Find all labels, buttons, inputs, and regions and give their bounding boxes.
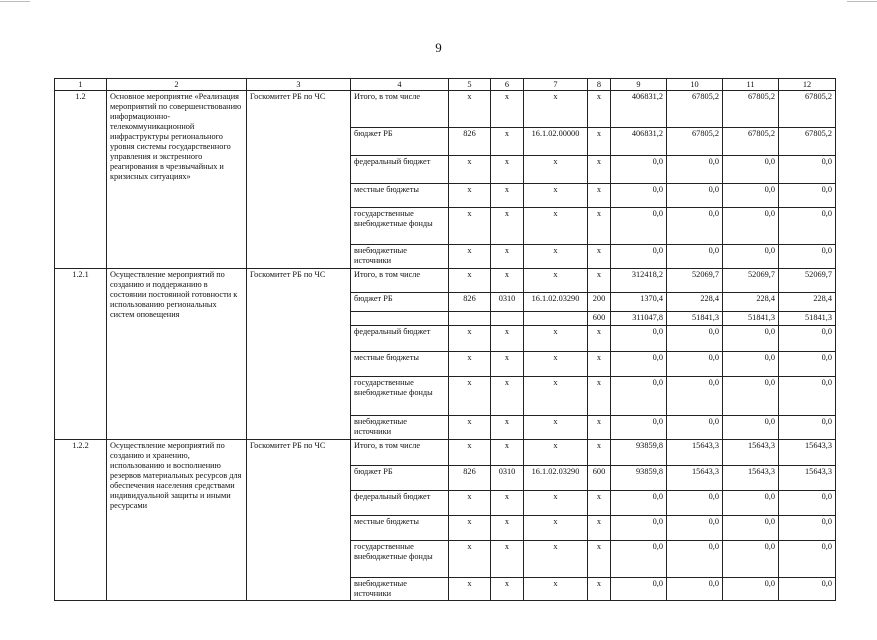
value-c5: х — [449, 516, 491, 541]
value-c7: 16.1.02.00000 — [524, 128, 588, 156]
column-number-cell: 1 — [55, 79, 107, 91]
value-c11: 67805,2 — [723, 91, 779, 128]
value-c12: 228,4 — [779, 293, 836, 312]
value-c12: 67805,2 — [779, 128, 836, 156]
value-c10: 52069,7 — [667, 269, 723, 293]
value-c6: х — [491, 541, 524, 578]
value-c12: 15643,3 — [779, 466, 836, 491]
value-c8: х — [588, 156, 611, 184]
value-c8: х — [588, 491, 611, 516]
value-c9: 312418,2 — [611, 269, 667, 293]
value-c7: х — [524, 269, 588, 293]
value-c7: 16.1.02.03290 — [524, 293, 588, 312]
responsible-executor: Госкомитет РБ по ЧС — [247, 440, 351, 601]
column-number-cell: 4 — [351, 79, 449, 91]
value-c10: 0,0 — [667, 326, 723, 352]
value-c8: х — [588, 208, 611, 245]
column-number-row — [55, 79, 836, 91]
value-c7: 16.1.02.03290 — [524, 466, 588, 491]
value-c5: х — [449, 326, 491, 352]
value-c11: 67805,2 — [723, 128, 779, 156]
value-c5: х — [449, 541, 491, 578]
value-c5: 826 — [449, 466, 491, 491]
value-c12: 0,0 — [779, 377, 836, 416]
value-c9: 1370,4 — [611, 293, 667, 312]
activity-number: 1.2.1 — [55, 269, 107, 440]
value-c8: х — [588, 269, 611, 293]
value-c6: х — [491, 440, 524, 466]
value-c9: 0,0 — [611, 578, 667, 601]
column-number-cell: 12 — [779, 79, 836, 91]
value-c12: 67805,2 — [779, 91, 836, 128]
value-c10: 0,0 — [667, 578, 723, 601]
value-c9: 0,0 — [611, 245, 667, 269]
value-c5: х — [449, 416, 491, 440]
value-c6: х — [491, 491, 524, 516]
value-c7: х — [524, 156, 588, 184]
value-c11: 0,0 — [723, 578, 779, 601]
value-c11: 15643,3 — [723, 440, 779, 466]
program-activities-table — [54, 78, 836, 601]
value-c6: х — [491, 326, 524, 352]
value-c7: х — [524, 184, 588, 208]
value-c8: х — [588, 541, 611, 578]
value-c5: х — [449, 352, 491, 377]
value-c10: 0,0 — [667, 184, 723, 208]
value-c8: х — [588, 440, 611, 466]
table-row — [55, 440, 836, 466]
value-c6: х — [491, 269, 524, 293]
value-c6: х — [491, 516, 524, 541]
column-number-cell: 9 — [611, 79, 667, 91]
value-c7: х — [524, 578, 588, 601]
page-number: 9 — [435, 40, 442, 55]
funding-source: государственные внебюджетные фонды — [351, 208, 449, 245]
funding-source: бюджет РБ — [351, 293, 449, 312]
table-row — [55, 269, 836, 293]
value-c12: 0,0 — [779, 541, 836, 578]
funding-source: внебюджетные источники — [351, 416, 449, 440]
value-c6: х — [491, 578, 524, 601]
column-number-cell: 10 — [667, 79, 723, 91]
value-c8: х — [588, 326, 611, 352]
value-c5: х — [449, 208, 491, 245]
value-c11: 0,0 — [723, 516, 779, 541]
value-c6: х — [491, 184, 524, 208]
value-c9: 93859,8 — [611, 466, 667, 491]
value-c5: х — [449, 377, 491, 416]
value-c9: 0,0 — [611, 208, 667, 245]
funding-source: внебюджетные источники — [351, 245, 449, 269]
value-c8: х — [588, 91, 611, 128]
value-c6: 0310 — [491, 293, 524, 312]
value-c12: 0,0 — [779, 184, 836, 208]
value-c5: 826 — [449, 293, 491, 312]
funding-source: Итого, в том числе — [351, 440, 449, 466]
funding-source: федеральный бюджет — [351, 491, 449, 516]
value-c9: 0,0 — [611, 416, 667, 440]
value-c10: 51841,3 — [667, 312, 723, 326]
funding-source: местные бюджеты — [351, 516, 449, 541]
value-c7 — [524, 312, 588, 326]
value-c10: 0,0 — [667, 541, 723, 578]
column-number-cell: 11 — [723, 79, 779, 91]
value-c11: 0,0 — [723, 377, 779, 416]
value-c10: 0,0 — [667, 208, 723, 245]
value-c10: 0,0 — [667, 352, 723, 377]
value-c11: 0,0 — [723, 184, 779, 208]
value-c12: 15643,3 — [779, 440, 836, 466]
value-c12: 52069,7 — [779, 269, 836, 293]
value-c9: 0,0 — [611, 156, 667, 184]
funding-source: внебюджетные источники — [351, 578, 449, 601]
activity-title: Осуществление мероприятий по созданию и хранению, использованию и восполнению резервов материальных ресурсов для обеспечения населения средствами индивидуальной защиты и иными ресурсами — [107, 440, 247, 601]
value-c7: х — [524, 352, 588, 377]
value-c5: х — [449, 578, 491, 601]
value-c6: х — [491, 156, 524, 184]
value-c12: 51841,3 — [779, 312, 836, 326]
value-c6 — [491, 312, 524, 326]
value-c11: 51841,3 — [723, 312, 779, 326]
value-c5: х — [449, 184, 491, 208]
value-c10: 15643,3 — [667, 466, 723, 491]
value-c10: 228,4 — [667, 293, 723, 312]
activity-title: Осуществление мероприятий по созданию и поддержанию в состоянии постоянной готовности к использованию региональных систем оповещения — [107, 269, 247, 440]
value-c9: 0,0 — [611, 352, 667, 377]
funding-source: местные бюджеты — [351, 352, 449, 377]
value-c5 — [449, 312, 491, 326]
value-c12: 0,0 — [779, 208, 836, 245]
value-c8: х — [588, 377, 611, 416]
value-c8: х — [588, 128, 611, 156]
value-c11: 0,0 — [723, 352, 779, 377]
funding-source: местные бюджеты — [351, 184, 449, 208]
column-number-cell: 6 — [491, 79, 524, 91]
value-c11: 0,0 — [723, 156, 779, 184]
value-c6: 0310 — [491, 466, 524, 491]
column-number-cell: 2 — [107, 79, 247, 91]
value-c8: 200 — [588, 293, 611, 312]
value-c11: 0,0 — [723, 541, 779, 578]
value-c9: 311047,8 — [611, 312, 667, 326]
value-c7: х — [524, 541, 588, 578]
value-c12: 0,0 — [779, 326, 836, 352]
activity-number: 1.2 — [55, 91, 107, 269]
value-c11: 15643,3 — [723, 466, 779, 491]
column-number-cell: 3 — [247, 79, 351, 91]
value-c7: х — [524, 377, 588, 416]
value-c11: 0,0 — [723, 326, 779, 352]
value-c12: 0,0 — [779, 245, 836, 269]
value-c8: х — [588, 416, 611, 440]
funding-source: федеральный бюджет — [351, 326, 449, 352]
value-c6: х — [491, 377, 524, 416]
value-c10: 0,0 — [667, 377, 723, 416]
value-c7: х — [524, 326, 588, 352]
value-c9: 406831,2 — [611, 91, 667, 128]
value-c10: 0,0 — [667, 491, 723, 516]
value-c10: 0,0 — [667, 516, 723, 541]
activity-number: 1.2.2 — [55, 440, 107, 601]
value-c6: х — [491, 128, 524, 156]
scan-edge-mark-left — [0, 1, 30, 2]
activity-title: Основное мероприятие «Реализация мероприятий по совершенствованию информационно-телекоммуникационной инфраструктуры регионального уровня системы государственного управления и экстренного реагирования в чрезвычайных и кризисных ситуациях» — [107, 91, 247, 269]
funding-source: бюджет РБ — [351, 466, 449, 491]
value-c11: 0,0 — [723, 208, 779, 245]
value-c9: 0,0 — [611, 516, 667, 541]
value-c5: х — [449, 269, 491, 293]
value-c8: 600 — [588, 312, 611, 326]
value-c7: х — [524, 91, 588, 128]
value-c9: 93859,8 — [611, 440, 667, 466]
value-c8: х — [588, 352, 611, 377]
value-c6: х — [491, 245, 524, 269]
funding-source: государственные внебюджетные фонды — [351, 541, 449, 578]
value-c7: х — [524, 208, 588, 245]
funding-source — [351, 312, 449, 326]
column-number-cell: 5 — [449, 79, 491, 91]
value-c9: 0,0 — [611, 377, 667, 416]
value-c9: 0,0 — [611, 326, 667, 352]
value-c8: 600 — [588, 466, 611, 491]
value-c6: х — [491, 91, 524, 128]
value-c10: 67805,2 — [667, 128, 723, 156]
value-c7: х — [524, 440, 588, 466]
value-c5: х — [449, 156, 491, 184]
value-c7: х — [524, 491, 588, 516]
scan-edge-mark-right — [847, 1, 877, 2]
funding-source: Итого, в том числе — [351, 91, 449, 128]
value-c6: х — [491, 416, 524, 440]
value-c11: 52069,7 — [723, 269, 779, 293]
value-c10: 15643,3 — [667, 440, 723, 466]
value-c12: 0,0 — [779, 416, 836, 440]
value-c11: 0,0 — [723, 491, 779, 516]
column-number-cell: 7 — [524, 79, 588, 91]
value-c11: 228,4 — [723, 293, 779, 312]
responsible-executor: Госкомитет РБ по ЧС — [247, 269, 351, 440]
value-c8: х — [588, 184, 611, 208]
value-c9: 406831,2 — [611, 128, 667, 156]
column-number-cell: 8 — [588, 79, 611, 91]
value-c8: х — [588, 578, 611, 601]
value-c12: 0,0 — [779, 352, 836, 377]
value-c5: х — [449, 491, 491, 516]
value-c10: 0,0 — [667, 156, 723, 184]
table-row — [55, 91, 836, 128]
funding-source: Итого, в том числе — [351, 269, 449, 293]
value-c6: х — [491, 208, 524, 245]
value-c5: х — [449, 91, 491, 128]
value-c6: х — [491, 352, 524, 377]
value-c7: х — [524, 516, 588, 541]
value-c10: 67805,2 — [667, 91, 723, 128]
value-c8: х — [588, 516, 611, 541]
value-c12: 0,0 — [779, 156, 836, 184]
value-c7: х — [524, 245, 588, 269]
value-c5: х — [449, 440, 491, 466]
value-c12: 0,0 — [779, 578, 836, 601]
value-c10: 0,0 — [667, 416, 723, 440]
value-c5: х — [449, 245, 491, 269]
responsible-executor: Госкомитет РБ по ЧС — [247, 91, 351, 269]
value-c12: 0,0 — [779, 491, 836, 516]
funding-source: государственные внебюджетные фонды — [351, 377, 449, 416]
funding-source: федеральный бюджет — [351, 156, 449, 184]
value-c11: 0,0 — [723, 245, 779, 269]
value-c5: 826 — [449, 128, 491, 156]
value-c7: х — [524, 416, 588, 440]
value-c12: 0,0 — [779, 516, 836, 541]
value-c11: 0,0 — [723, 416, 779, 440]
value-c9: 0,0 — [611, 184, 667, 208]
value-c8: х — [588, 245, 611, 269]
value-c10: 0,0 — [667, 245, 723, 269]
funding-source: бюджет РБ — [351, 128, 449, 156]
value-c9: 0,0 — [611, 491, 667, 516]
value-c9: 0,0 — [611, 541, 667, 578]
